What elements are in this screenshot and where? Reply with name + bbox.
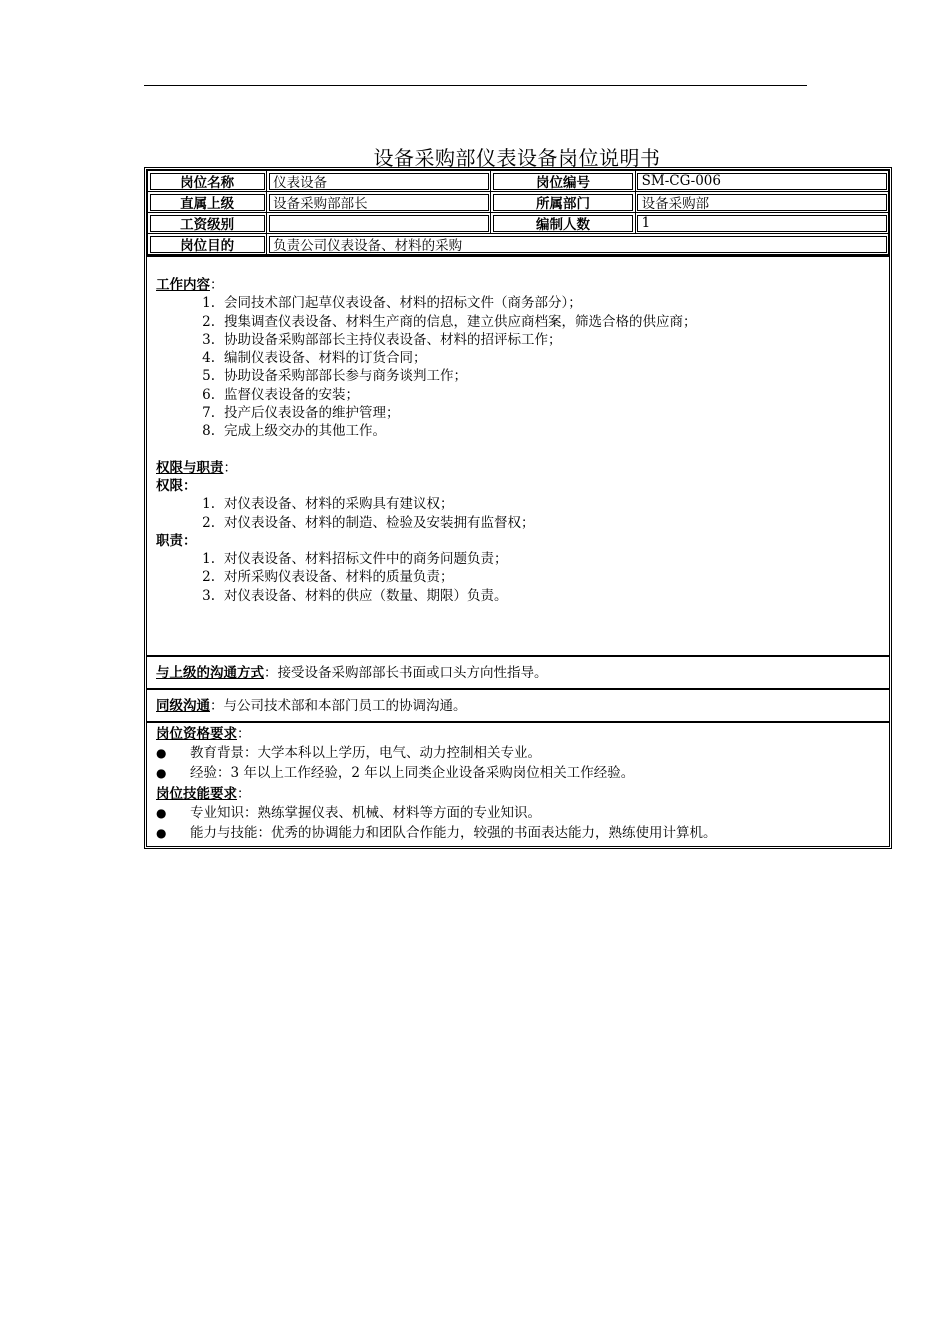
skills-colon: ： (237, 786, 251, 802)
list-item (156, 386, 880, 404)
item-number: 7. (202, 405, 215, 422)
direct-superior-label: 直属上级 (148, 192, 267, 213)
qualification-list (156, 744, 880, 783)
peer-communication-label: 同级沟通 (156, 698, 210, 714)
item-number: 3. (202, 331, 215, 348)
direct-superior-value: 设备采购部部长 (267, 192, 491, 213)
item-number: 4. (202, 350, 215, 367)
item-text: 对仪表设备、材料的采购具有建议权； (224, 496, 454, 513)
list-item (156, 804, 880, 824)
item-text: 投产后仪表设备的维护管理； (224, 405, 400, 422)
work-content-colon: ： (210, 277, 224, 293)
item-number: 2. (202, 514, 215, 531)
rights-list (156, 495, 880, 532)
position-purpose-label: 岗位目的 (148, 234, 267, 255)
item-number: 1. (202, 551, 215, 568)
item-text: 经验：3 年以上工作经验，2 年以上同类企业设备采购岗位相关工作经验。 (190, 764, 635, 781)
item-number: 8. (202, 423, 215, 440)
work-content-heading: 工作内容 (156, 277, 210, 293)
position-code-value: SM-CG-006 (635, 171, 888, 192)
item-text: 搜集调查仪表设备、材料生产商的信息，建立供应商档案，筛选合格的供应商； (224, 313, 697, 330)
superior-communication-text: ：接受设备采购部部长书面或口头方向性指导。 (264, 665, 548, 681)
qualification-colon: ： (237, 726, 251, 742)
list-item (156, 331, 880, 349)
item-text: 对仪表设备、材料的供应（数量、期限）负责。 (224, 587, 508, 604)
position-name-label: 岗位名称 (148, 171, 267, 192)
list-item (156, 550, 880, 568)
item-number: 2. (202, 569, 215, 586)
list-item (156, 349, 880, 367)
list-item (156, 764, 880, 784)
item-text: 对仪表设备、材料的制造、检验及安装拥有监督权； (224, 514, 535, 531)
list-item (156, 294, 880, 312)
work-content-list (156, 294, 880, 440)
document-title: 设备采购部仪表设备岗位说明书 (373, 146, 661, 170)
info-row-superior (148, 192, 889, 213)
job-description-form (144, 167, 892, 849)
bullet-icon: ● (156, 806, 167, 820)
position-name-value: 仪表设备 (267, 171, 491, 192)
item-text: 专业知识：熟练掌握仪表、机械、材料等方面的专业知识。 (190, 805, 541, 821)
item-text: 会同技术部门起草仪表设备、材料的招标文件（商务部分）； (224, 295, 582, 312)
list-item (156, 495, 880, 513)
list-item (156, 404, 880, 422)
skills-heading: 岗位技能要求 (156, 786, 237, 802)
headcount-value: 1 (635, 213, 888, 234)
info-row-salary (148, 213, 889, 234)
item-text: 对所采购仪表设备、材料的质量负责； (224, 569, 454, 586)
authority-colon: ： (223, 459, 237, 476)
item-number: 5. (202, 368, 215, 385)
list-item (156, 587, 880, 605)
item-number: 1. (202, 496, 215, 513)
list-item (156, 824, 880, 844)
list-item (156, 422, 880, 440)
qualification-heading: 岗位资格要求 (156, 726, 237, 742)
list-item (156, 514, 880, 532)
rights-label: 权限： (156, 477, 197, 494)
item-text: 监督仪表设备的安装； (224, 386, 359, 403)
peer-communication-section (147, 688, 889, 721)
salary-level-value (267, 213, 491, 234)
list-item (156, 568, 880, 586)
authority-heading: 权限与职责 (156, 459, 224, 476)
superior-communication-section (147, 655, 889, 688)
item-number: 6. (202, 386, 215, 403)
item-text: 教育背景：大学本科以上学历，电气、动力控制相关专业。 (190, 745, 541, 761)
list-item (156, 313, 880, 331)
superior-communication-label: 与上级的沟通方式 (156, 665, 264, 681)
item-number: 1. (202, 295, 215, 312)
item-text: 协助设备采购部部长主持仪表设备、材料的招评标工作； (224, 331, 562, 348)
duties-label: 职责： (156, 532, 197, 549)
header-rule (144, 85, 807, 86)
headcount-label: 编制人数 (491, 213, 635, 234)
department-label: 所属部门 (491, 192, 635, 213)
info-table (147, 170, 889, 255)
peer-communication-text: ：与公司技术部和本部门员工的协调沟通。 (210, 698, 467, 714)
duties-list (156, 550, 880, 605)
item-number: 3. (202, 587, 215, 604)
department-value: 设备采购部 (635, 192, 888, 213)
info-row-position (148, 171, 889, 192)
item-text: 完成上级交办的其他工作。 (224, 423, 386, 440)
position-purpose-value: 负责公司仪表设备、材料的采购 (267, 234, 889, 255)
item-text: 对仪表设备、材料招标文件中的商务问题负责； (224, 551, 508, 568)
item-text: 协助设备采购部部长参与商务谈判工作； (224, 368, 467, 385)
item-text: 编制仪表设备、材料的订货合同； (224, 350, 427, 367)
item-number: 2. (202, 313, 215, 330)
bullet-icon: ● (156, 765, 167, 780)
salary-level-label: 工资级别 (148, 213, 267, 234)
item-text: 能力与技能：优秀的协调能力和团队合作能力，较强的书面表达能力，熟练使用计算机。 (190, 824, 717, 841)
skills-list (156, 804, 880, 843)
list-item (156, 744, 880, 764)
position-code-label: 岗位编号 (491, 171, 635, 192)
bullet-icon: ● (156, 825, 167, 840)
info-row-purpose (148, 234, 889, 255)
bullet-icon: ● (156, 746, 167, 760)
list-item (156, 367, 880, 385)
duties-section (147, 255, 889, 655)
requirements-section (147, 721, 889, 846)
